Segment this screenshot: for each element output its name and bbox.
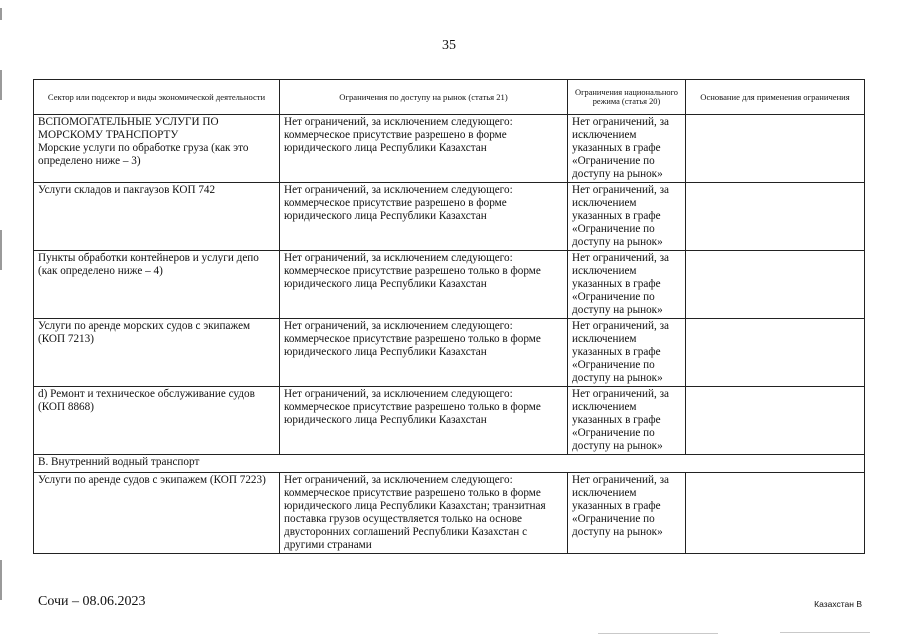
table-row: [34, 251, 865, 319]
sector-cell: Пункты обработки контейнеров и услуги депо (как определено ниже – 4): [34, 251, 280, 319]
header-national-treatment: Ограничения национального режима (статья 20): [568, 80, 686, 115]
national-treatment-cell: Нет ограничений, за исключением указанных в графе «Ограничение по доступу на рынок»: [568, 319, 686, 387]
basis-cell: [686, 251, 865, 319]
footer-date: Сочи – 08.06.2023: [38, 594, 146, 609]
sector-cell: d) Ремонт и техническое обслуживание судов (КОП 8868): [34, 387, 280, 455]
scan-edge-mark: [0, 70, 2, 100]
sector-cell: [34, 115, 280, 183]
section-heading-row: [34, 455, 865, 473]
section-heading: B. Внутренний водный транспорт: [34, 455, 865, 473]
national-treatment-cell: Нет ограничений, за исключением указанных в графе «Ограничение по доступу на рынок»: [568, 251, 686, 319]
basis-cell: [686, 319, 865, 387]
scan-artifact: [598, 633, 718, 634]
footer-country: Казахстан B: [814, 599, 862, 609]
basis-cell: [686, 387, 865, 455]
table-row: [34, 319, 865, 387]
national-treatment-cell: Нет ограничений, за исключением указанных в графе «Ограничение по доступу на рынок»: [568, 473, 686, 554]
sector-cell: Услуги по аренде морских судов с экипажем (КОП 7213): [34, 319, 280, 387]
table-row: [34, 387, 865, 455]
scan-edge-mark: [0, 230, 2, 270]
basis-cell: [686, 473, 865, 554]
table-row: [34, 183, 865, 251]
scan-edge-mark: [0, 8, 2, 20]
national-treatment-cell: Нет ограничений, за исключением указанных в графе «Ограничение по доступу на рынок»: [568, 115, 686, 183]
services-table: [33, 79, 865, 554]
market-access-cell: Нет ограничений, за исключением следующего: коммерческое присутствие разрешено только в форме юридического лица Республики Казахстан; транзитная поставка грузов осуществляется только на основе двусторонних соглашений Республики Казахстан с другими странами: [280, 473, 568, 554]
header-basis: Основание для применения ограничения: [686, 80, 865, 115]
table-header-row: [34, 80, 865, 115]
sector-text: Морские услуги по обработке груза (как это определено ниже – 3): [38, 142, 249, 167]
section-title: ВСПОМОГАТЕЛЬНЫЕ УСЛУГИ ПО МОРСКОМУ ТРАНСПОРТУ: [38, 116, 219, 141]
page-number: 35: [442, 38, 456, 53]
header-market-access: Ограничения по доступу на рынок (статья 21): [280, 80, 568, 115]
table-row: [34, 473, 865, 554]
market-access-cell: Нет ограничений, за исключением следующего: коммерческое присутствие разрешено только в форме юридического лица Республики Казахстан: [280, 319, 568, 387]
market-access-cell: Нет ограничений, за исключением следующего: коммерческое присутствие разрешено только в форме юридического лица Республики Казахстан: [280, 387, 568, 455]
market-access-cell: Нет ограничений, за исключением следующего: коммерческое присутствие разрешено в форме юридического лица Республики Казахстан: [280, 183, 568, 251]
national-treatment-cell: Нет ограничений, за исключением указанных в графе «Ограничение по доступу на рынок»: [568, 387, 686, 455]
table-row: [34, 115, 865, 183]
basis-cell: [686, 115, 865, 183]
header-sector: Сектор или подсектор и виды экономической деятельности: [34, 80, 280, 115]
market-access-cell: Нет ограничений, за исключением следующего: коммерческое присутствие разрешено в форме юридического лица Республики Казахстан: [280, 115, 568, 183]
sector-cell: Услуги по аренде судов с экипажем (КОП 7223): [34, 473, 280, 554]
national-treatment-cell: Нет ограничений, за исключением указанных в графе «Ограничение по доступу на рынок»: [568, 183, 686, 251]
scan-edge-mark: [0, 560, 2, 600]
scan-artifact: [780, 632, 870, 633]
market-access-cell: Нет ограничений, за исключением следующего: коммерческое присутствие разрешено только в форме юридического лица Республики Казахстан: [280, 251, 568, 319]
basis-cell: [686, 183, 865, 251]
sector-cell: Услуги складов и пакгаузов КОП 742: [34, 183, 280, 251]
